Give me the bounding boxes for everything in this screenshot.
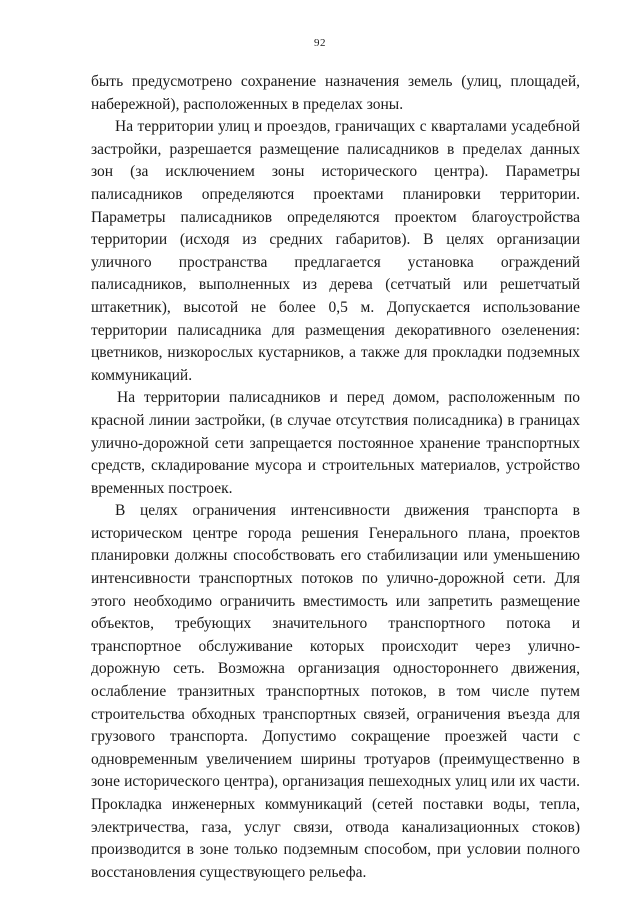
body-text <box>91 71 580 884</box>
paragraph-traffic-limits: В целях ограничения интенсивности движения транспорта в историческом центре города решения Генерального плана, проектов планировки должны способствовать его стабилизации или уменьшению интенсивности транспортных потоков по улично-дорожной сети. Для этого необходимо ограничить вместимость или запретить размещение объектов, требующих значительного транспортного потока и транспортное обслуживание которых происходит через улично-дорожную сеть. Возможна организация одностороннего движения, ослабление транзитных транспортных потоков, в том числе путем строительства обходных транспортных связей, ограничения въезда для грузового транспорта. Допустимо сокращение проезжей части с одновременным увеличением ширины тротуаров (преимущественно в зоне исторического центра), организация пешеходных улиц или их части. Прокладка инженерных коммуникаций (сетей поставки воды, тепла, электричества, газа, услуг связи, отвода канализационных стоков) производится в зоне только подземным способом, при условии полного восстановления существующего рельефа. <box>91 502 580 881</box>
page-number: 92 <box>314 37 326 49</box>
paragraph-front-gardens: На территории улиц и проездов, граничащих с кварталами усадебной застройки, разрешается размещение палисадников в пределах данных зон (за исключением зоны исторического центра). Параметры палисадников определяются проектами планировки территории. Параметры палисадников определяются проектом благоустройства территории (исходя из средних габаритов). В целях организации уличного пространства предлагается установка ограждений палисадников, выполненных из дерева (сетчатый или решетчатый штакетник), высотой не более 0,5 м. Допускается использование территории палисадника для размещения декоративного озеленения: цветников, низкорослых кустарников, а также для прокладки подземных коммуникаций. <box>91 118 580 384</box>
paragraph-continuation: быть предусмотрено сохранение назначения земель (улиц, площадей, набережной), расположенных в пределах зоны. <box>91 73 580 113</box>
paragraph-storage-ban: На территории палисадников и перед домом, расположенным по красной линии застройки, (в случае отсутствия полисадника) в границах улично-дорожной сети запрещается постоянное хранение транспортных средств, складирование мусора и строительных материалов, устройство временных построек. <box>91 389 580 497</box>
